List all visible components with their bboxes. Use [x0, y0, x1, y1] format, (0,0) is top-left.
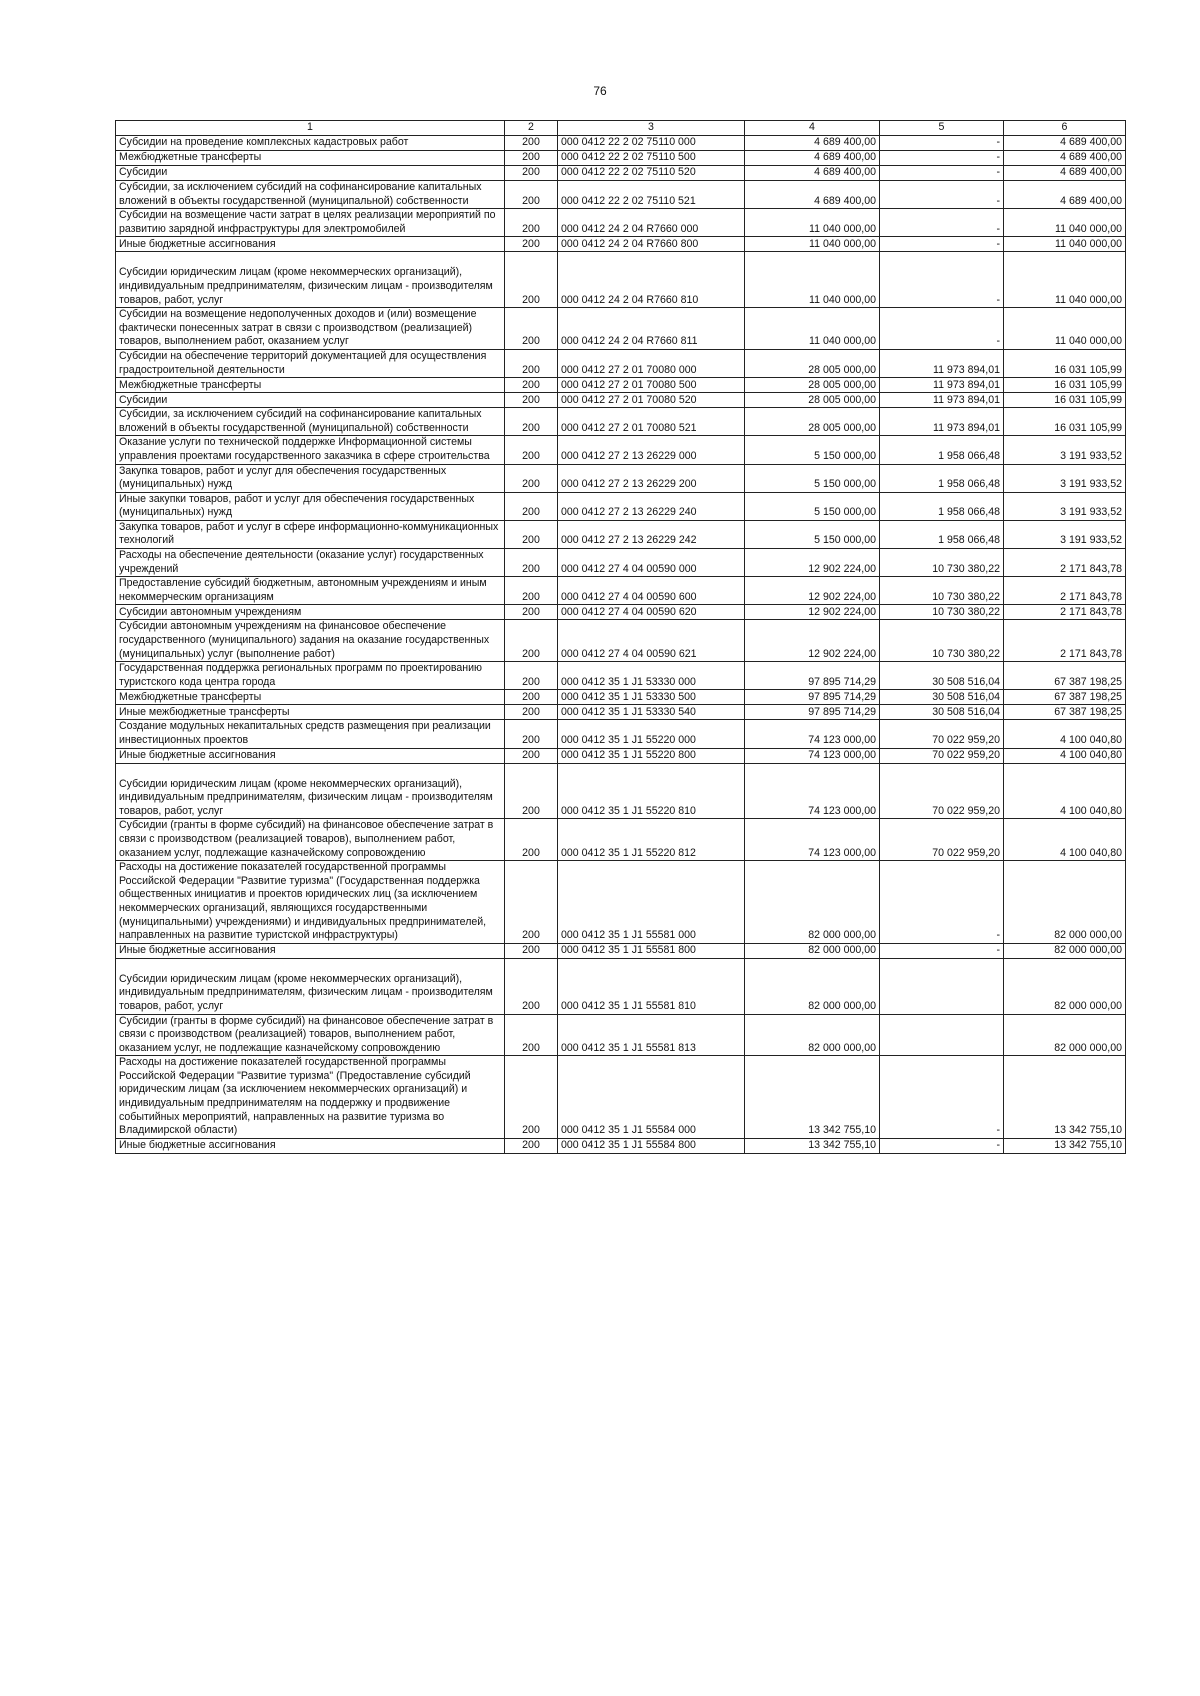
- row-code-cell: 200: [505, 151, 558, 166]
- row-remaining-amount-cell: 3 191 933,52: [1004, 436, 1126, 464]
- row-executed-amount-cell: 11 973 894,01: [880, 393, 1004, 408]
- row-code-cell: 200: [505, 763, 558, 819]
- row-approved-amount-cell: 11 040 000,00: [745, 209, 880, 237]
- row-code-cell: 200: [505, 690, 558, 705]
- row-classification-code-cell: 000 0412 22 2 02 75110 000: [558, 136, 745, 151]
- row-approved-amount-cell: 28 005 000,00: [745, 378, 880, 393]
- table-header: [116, 121, 1126, 136]
- row-code-cell: 200: [505, 605, 558, 620]
- header-col-3: 3: [558, 121, 745, 136]
- row-approved-amount-cell: 4 689 400,00: [745, 151, 880, 166]
- row-remaining-amount-cell: 11 040 000,00: [1004, 209, 1126, 237]
- row-executed-amount-cell: 10 730 380,22: [880, 549, 1004, 577]
- table-row: [116, 308, 1126, 350]
- row-approved-amount-cell: 74 123 000,00: [745, 819, 880, 861]
- table-row: [116, 720, 1126, 748]
- row-executed-amount-cell: 11 973 894,01: [880, 349, 1004, 377]
- row-name-cell: Иные бюджетные ассигнования: [116, 237, 505, 252]
- row-executed-amount-cell: -: [880, 252, 1004, 308]
- header-col-1: 1: [116, 121, 505, 136]
- row-remaining-amount-cell: 67 387 198,25: [1004, 662, 1126, 690]
- row-approved-amount-cell: 13 342 755,10: [745, 1138, 880, 1153]
- row-remaining-amount-cell: 4 689 400,00: [1004, 151, 1126, 166]
- row-executed-amount-cell: -: [880, 181, 1004, 209]
- header-col-4: 4: [745, 121, 880, 136]
- table-row: [116, 1056, 1126, 1139]
- row-remaining-amount-cell: 4 689 400,00: [1004, 136, 1126, 151]
- row-classification-code-cell: 000 0412 27 2 13 26229 240: [558, 492, 745, 520]
- table-row: [116, 520, 1126, 548]
- row-code-cell: 200: [505, 943, 558, 958]
- row-remaining-amount-cell: 11 040 000,00: [1004, 308, 1126, 350]
- row-classification-code-cell: 000 0412 35 1 J1 53330 540: [558, 705, 745, 720]
- row-classification-code-cell: 000 0412 35 1 J1 55220 810: [558, 763, 745, 819]
- row-name-cell: Закупка товаров, работ и услуг для обеспечения государственных (муниципальных) нужд: [116, 464, 505, 492]
- table-row: [116, 252, 1126, 308]
- row-code-cell: 200: [505, 181, 558, 209]
- table-row: [116, 181, 1126, 209]
- row-executed-amount-cell: 30 508 516,04: [880, 690, 1004, 705]
- page-number: 76: [593, 84, 607, 98]
- row-executed-amount-cell: 1 958 066,48: [880, 520, 1004, 548]
- table-row: [116, 705, 1126, 720]
- table-row: [116, 464, 1126, 492]
- row-remaining-amount-cell: 2 171 843,78: [1004, 620, 1126, 662]
- budget-table: [115, 120, 1126, 1154]
- row-remaining-amount-cell: 3 191 933,52: [1004, 464, 1126, 492]
- table-row: [116, 748, 1126, 763]
- row-code-cell: 200: [505, 577, 558, 605]
- table-row: [116, 549, 1126, 577]
- row-approved-amount-cell: 12 902 224,00: [745, 577, 880, 605]
- row-code-cell: 200: [505, 958, 558, 1014]
- row-classification-code-cell: 000 0412 35 1 J1 53330 500: [558, 690, 745, 705]
- row-classification-code-cell: 000 0412 35 1 J1 55581 813: [558, 1014, 745, 1056]
- row-name-cell: Субсидии (гранты в форме субсидий) на финансовое обеспечение затрат в связи с производством (реализацией товаров), выполнением работ, оказанием услуг, подлежащие казначейскому сопровождению: [116, 819, 505, 861]
- row-code-cell: 200: [505, 436, 558, 464]
- row-classification-code-cell: 000 0412 24 2 04 R7660 810: [558, 252, 745, 308]
- row-code-cell: 200: [505, 408, 558, 436]
- row-name-cell: Субсидии юридическим лицам (кроме некоммерческих организаций), индивидуальным предпринимателям, физическим лицам - производителям товаров, работ, услуг: [116, 763, 505, 819]
- row-approved-amount-cell: 5 150 000,00: [745, 436, 880, 464]
- row-name-cell: Субсидии на возмещение части затрат в целях реализации мероприятий по развитию зарядной инфраструктуры для электромобилей: [116, 209, 505, 237]
- row-name-cell: Субсидии автономным учреждениям: [116, 605, 505, 620]
- row-approved-amount-cell: 12 902 224,00: [745, 605, 880, 620]
- row-approved-amount-cell: 97 895 714,29: [745, 690, 880, 705]
- row-approved-amount-cell: 4 689 400,00: [745, 181, 880, 209]
- row-name-cell: Иные бюджетные ассигнования: [116, 748, 505, 763]
- row-approved-amount-cell: 4 689 400,00: [745, 136, 880, 151]
- row-approved-amount-cell: 74 123 000,00: [745, 748, 880, 763]
- row-name-cell: Межбюджетные трансферты: [116, 690, 505, 705]
- table-row: [116, 378, 1126, 393]
- row-classification-code-cell: 000 0412 27 2 01 70080 520: [558, 393, 745, 408]
- row-approved-amount-cell: 12 902 224,00: [745, 620, 880, 662]
- row-remaining-amount-cell: 16 031 105,99: [1004, 408, 1126, 436]
- table-row: [116, 166, 1126, 181]
- row-name-cell: Субсидии на обеспечение территорий документацией для осуществления градостроительной деятельности: [116, 349, 505, 377]
- row-remaining-amount-cell: 3 191 933,52: [1004, 492, 1126, 520]
- table-row: [116, 349, 1126, 377]
- row-approved-amount-cell: 74 123 000,00: [745, 763, 880, 819]
- table-row: [116, 151, 1126, 166]
- table-row: [116, 1014, 1126, 1056]
- row-approved-amount-cell: 11 040 000,00: [745, 308, 880, 350]
- row-executed-amount-cell: 11 973 894,01: [880, 408, 1004, 436]
- row-executed-amount-cell: -: [880, 237, 1004, 252]
- row-remaining-amount-cell: 2 171 843,78: [1004, 549, 1126, 577]
- row-approved-amount-cell: 28 005 000,00: [745, 349, 880, 377]
- row-code-cell: 200: [505, 378, 558, 393]
- row-remaining-amount-cell: 4 689 400,00: [1004, 166, 1126, 181]
- row-remaining-amount-cell: 4 100 040,80: [1004, 763, 1126, 819]
- row-name-cell: Межбюджетные трансферты: [116, 151, 505, 166]
- table-row: [116, 763, 1126, 819]
- row-approved-amount-cell: 4 689 400,00: [745, 166, 880, 181]
- row-remaining-amount-cell: 13 342 755,10: [1004, 1056, 1126, 1139]
- row-remaining-amount-cell: 82 000 000,00: [1004, 943, 1126, 958]
- table-row: [116, 237, 1126, 252]
- row-classification-code-cell: 000 0412 27 4 04 00590 621: [558, 620, 745, 662]
- table-row: [116, 393, 1126, 408]
- row-code-cell: 200: [505, 520, 558, 548]
- row-approved-amount-cell: 11 040 000,00: [745, 252, 880, 308]
- row-executed-amount-cell: 30 508 516,04: [880, 662, 1004, 690]
- row-name-cell: Субсидии: [116, 166, 505, 181]
- row-approved-amount-cell: 11 040 000,00: [745, 237, 880, 252]
- row-classification-code-cell: 000 0412 27 2 13 26229 000: [558, 436, 745, 464]
- row-executed-amount-cell: -: [880, 1056, 1004, 1139]
- row-name-cell: Расходы на обеспечение деятельности (оказание услуг) государственных учреждений: [116, 549, 505, 577]
- row-executed-amount-cell: -: [880, 151, 1004, 166]
- row-executed-amount-cell: -: [880, 1138, 1004, 1153]
- row-name-cell: Оказание услуги по технической поддержке Информационной системы управления проектами государственного заказчика в сфере строительства: [116, 436, 505, 464]
- row-approved-amount-cell: 82 000 000,00: [745, 861, 880, 944]
- table-row: [116, 492, 1126, 520]
- row-remaining-amount-cell: 4 100 040,80: [1004, 720, 1126, 748]
- row-remaining-amount-cell: 11 040 000,00: [1004, 252, 1126, 308]
- row-remaining-amount-cell: 82 000 000,00: [1004, 958, 1126, 1014]
- row-name-cell: Расходы на достижение показателей государственной программы Российской Федерации "Развитие туризма" (Государственная поддержка общественных инициатив и проектов юридических лиц (за исключением некоммерческих организаций, являющихся государственными (муниципальными) учреждениями) и индивидуальных предпринимателей, направленных на развитие туристской инфраструктуры): [116, 861, 505, 944]
- header-col-5: 5: [880, 121, 1004, 136]
- row-code-cell: 200: [505, 464, 558, 492]
- row-executed-amount-cell: 10 730 380,22: [880, 577, 1004, 605]
- row-remaining-amount-cell: 82 000 000,00: [1004, 1014, 1126, 1056]
- row-remaining-amount-cell: 16 031 105,99: [1004, 393, 1126, 408]
- row-remaining-amount-cell: 16 031 105,99: [1004, 349, 1126, 377]
- table-row: [116, 819, 1126, 861]
- row-approved-amount-cell: 28 005 000,00: [745, 408, 880, 436]
- row-remaining-amount-cell: 11 040 000,00: [1004, 237, 1126, 252]
- row-remaining-amount-cell: 16 031 105,99: [1004, 378, 1126, 393]
- row-name-cell: Расходы на достижение показателей государственной программы Российской Федерации "Развитие туризма" (Предоставление субсидий юридическим лицам (за исключением некоммерческих организаций) и индивидуальным предпринимателям на поддержку и продвижение событийных мероприятий, направленных на развитие туризма во Владимирской области): [116, 1056, 505, 1139]
- table-row: [116, 861, 1126, 944]
- row-classification-code-cell: 000 0412 27 4 04 00590 600: [558, 577, 745, 605]
- row-classification-code-cell: 000 0412 27 4 04 00590 620: [558, 605, 745, 620]
- row-code-cell: 200: [505, 252, 558, 308]
- row-executed-amount-cell: [880, 1014, 1004, 1056]
- table-row: [116, 690, 1126, 705]
- row-executed-amount-cell: -: [880, 861, 1004, 944]
- row-remaining-amount-cell: 4 689 400,00: [1004, 181, 1126, 209]
- row-executed-amount-cell: 11 973 894,01: [880, 378, 1004, 393]
- table-row: [116, 577, 1126, 605]
- row-executed-amount-cell: 70 022 959,20: [880, 720, 1004, 748]
- header-col-2: 2: [505, 121, 558, 136]
- row-code-cell: 200: [505, 237, 558, 252]
- row-approved-amount-cell: 97 895 714,29: [745, 662, 880, 690]
- row-code-cell: 200: [505, 662, 558, 690]
- row-classification-code-cell: 000 0412 24 2 04 R7660 000: [558, 209, 745, 237]
- row-executed-amount-cell: -: [880, 943, 1004, 958]
- row-approved-amount-cell: 5 150 000,00: [745, 520, 880, 548]
- row-approved-amount-cell: 82 000 000,00: [745, 943, 880, 958]
- table-row: [116, 943, 1126, 958]
- row-code-cell: 200: [505, 861, 558, 944]
- row-executed-amount-cell: -: [880, 209, 1004, 237]
- row-name-cell: Субсидии: [116, 393, 505, 408]
- table-row: [116, 958, 1126, 1014]
- row-name-cell: Субсидии юридическим лицам (кроме некоммерческих организаций), индивидуальным предпринимателям, физическим лицам - производителям товаров, работ, услуг: [116, 958, 505, 1014]
- row-code-cell: 200: [505, 549, 558, 577]
- row-approved-amount-cell: 97 895 714,29: [745, 705, 880, 720]
- table-row: [116, 605, 1126, 620]
- row-remaining-amount-cell: 67 387 198,25: [1004, 690, 1126, 705]
- row-classification-code-cell: 000 0412 27 2 01 70080 000: [558, 349, 745, 377]
- table-row: [116, 136, 1126, 151]
- row-code-cell: 200: [505, 349, 558, 377]
- row-name-cell: Субсидии юридическим лицам (кроме некоммерческих организаций), индивидуальным предпринимателям, физическим лицам - производителям товаров, работ, услуг: [116, 252, 505, 308]
- row-name-cell: Иные бюджетные ассигнования: [116, 1138, 505, 1153]
- row-approved-amount-cell: 82 000 000,00: [745, 958, 880, 1014]
- row-executed-amount-cell: -: [880, 136, 1004, 151]
- row-code-cell: 200: [505, 136, 558, 151]
- row-executed-amount-cell: 70 022 959,20: [880, 763, 1004, 819]
- row-classification-code-cell: 000 0412 35 1 J1 55581 800: [558, 943, 745, 958]
- row-classification-code-cell: 000 0412 27 2 01 70080 521: [558, 408, 745, 436]
- table-body: [116, 136, 1126, 1154]
- row-name-cell: Государственная поддержка региональных программ по проектированию туристского кода центра города: [116, 662, 505, 690]
- row-classification-code-cell: 000 0412 35 1 J1 55581 000: [558, 861, 745, 944]
- row-classification-code-cell: 000 0412 35 1 J1 55220 000: [558, 720, 745, 748]
- header-row: [116, 121, 1126, 136]
- table-row: [116, 620, 1126, 662]
- row-name-cell: Субсидии (гранты в форме субсидий) на финансовое обеспечение затрат в связи с производством (реализацией) товаров, выполнением работ, оказанием услуг, не подлежащие казначейскому сопровождению: [116, 1014, 505, 1056]
- row-classification-code-cell: 000 0412 35 1 J1 55584 000: [558, 1056, 745, 1139]
- row-name-cell: Субсидии, за исключением субсидий на софинансирование капитальных вложений в объекты государственной (муниципальной) собственности: [116, 181, 505, 209]
- row-name-cell: Субсидии автономным учреждениям на финансовое обеспечение государственного (муниципального) задания на оказание государственных (муниципальных) услуг (выполнение работ): [116, 620, 505, 662]
- row-code-cell: 200: [505, 1014, 558, 1056]
- row-classification-code-cell: 000 0412 27 2 13 26229 200: [558, 464, 745, 492]
- row-name-cell: Закупка товаров, работ и услуг в сфере информационно-коммуникационных технологий: [116, 520, 505, 548]
- row-approved-amount-cell: 13 342 755,10: [745, 1056, 880, 1139]
- row-approved-amount-cell: 28 005 000,00: [745, 393, 880, 408]
- table-row: [116, 662, 1126, 690]
- header-col-6: 6: [1004, 121, 1126, 136]
- row-name-cell: Иные межбюджетные трансферты: [116, 705, 505, 720]
- row-code-cell: 200: [505, 620, 558, 662]
- row-code-cell: 200: [505, 720, 558, 748]
- row-code-cell: 200: [505, 166, 558, 181]
- row-executed-amount-cell: 10 730 380,22: [880, 605, 1004, 620]
- row-name-cell: Иные бюджетные ассигнования: [116, 943, 505, 958]
- row-name-cell: Предоставление субсидий бюджетным, автономным учреждениям и иным некоммерческим организациям: [116, 577, 505, 605]
- row-classification-code-cell: 000 0412 35 1 J1 55581 810: [558, 958, 745, 1014]
- table-row: [116, 1138, 1126, 1153]
- row-code-cell: 200: [505, 748, 558, 763]
- row-name-cell: Субсидии на возмещение недополученных доходов и (или) возмещение фактически понесенных затрат в связи с производством (реализацией) товаров, выполнением работ, оказанием услуг: [116, 308, 505, 350]
- row-name-cell: Межбюджетные трансферты: [116, 378, 505, 393]
- row-remaining-amount-cell: 67 387 198,25: [1004, 705, 1126, 720]
- row-code-cell: 200: [505, 308, 558, 350]
- table-row: [116, 408, 1126, 436]
- row-remaining-amount-cell: 82 000 000,00: [1004, 861, 1126, 944]
- row-remaining-amount-cell: 13 342 755,10: [1004, 1138, 1126, 1153]
- row-executed-amount-cell: [880, 958, 1004, 1014]
- row-remaining-amount-cell: 2 171 843,78: [1004, 577, 1126, 605]
- table-row: [116, 436, 1126, 464]
- row-remaining-amount-cell: 4 100 040,80: [1004, 748, 1126, 763]
- row-code-cell: 200: [505, 492, 558, 520]
- row-code-cell: 200: [505, 1138, 558, 1153]
- row-approved-amount-cell: 74 123 000,00: [745, 720, 880, 748]
- row-classification-code-cell: 000 0412 35 1 J1 55584 800: [558, 1138, 745, 1153]
- row-code-cell: 200: [505, 209, 558, 237]
- row-approved-amount-cell: 5 150 000,00: [745, 492, 880, 520]
- row-name-cell: Создание модульных некапитальных средств размещения при реализации инвестиционных проектов: [116, 720, 505, 748]
- row-classification-code-cell: 000 0412 27 2 13 26229 242: [558, 520, 745, 548]
- row-executed-amount-cell: -: [880, 166, 1004, 181]
- row-code-cell: 200: [505, 705, 558, 720]
- row-executed-amount-cell: 30 508 516,04: [880, 705, 1004, 720]
- row-name-cell: Иные закупки товаров, работ и услуг для обеспечения государственных (муниципальных) нужд: [116, 492, 505, 520]
- row-approved-amount-cell: 12 902 224,00: [745, 549, 880, 577]
- row-classification-code-cell: 000 0412 22 2 02 75110 520: [558, 166, 745, 181]
- row-code-cell: 200: [505, 1056, 558, 1139]
- row-approved-amount-cell: 82 000 000,00: [745, 1014, 880, 1056]
- table-row: [116, 209, 1126, 237]
- row-classification-code-cell: 000 0412 35 1 J1 55220 800: [558, 748, 745, 763]
- row-name-cell: Субсидии, за исключением субсидий на софинансирование капитальных вложений в объекты государственной (муниципальной) собственности: [116, 408, 505, 436]
- row-classification-code-cell: 000 0412 22 2 02 75110 500: [558, 151, 745, 166]
- row-classification-code-cell: 000 0412 24 2 04 R7660 811: [558, 308, 745, 350]
- row-classification-code-cell: 000 0412 27 2 01 70080 500: [558, 378, 745, 393]
- row-classification-code-cell: 000 0412 35 1 J1 53330 000: [558, 662, 745, 690]
- row-executed-amount-cell: -: [880, 308, 1004, 350]
- row-remaining-amount-cell: 3 191 933,52: [1004, 520, 1126, 548]
- row-code-cell: 200: [505, 393, 558, 408]
- row-classification-code-cell: 000 0412 24 2 04 R7660 800: [558, 237, 745, 252]
- row-executed-amount-cell: 70 022 959,20: [880, 819, 1004, 861]
- row-classification-code-cell: 000 0412 27 4 04 00590 000: [558, 549, 745, 577]
- row-remaining-amount-cell: 2 171 843,78: [1004, 605, 1126, 620]
- row-approved-amount-cell: 5 150 000,00: [745, 464, 880, 492]
- row-executed-amount-cell: 70 022 959,20: [880, 748, 1004, 763]
- row-executed-amount-cell: 1 958 066,48: [880, 492, 1004, 520]
- row-executed-amount-cell: 10 730 380,22: [880, 620, 1004, 662]
- row-executed-amount-cell: 1 958 066,48: [880, 436, 1004, 464]
- row-executed-amount-cell: 1 958 066,48: [880, 464, 1004, 492]
- row-remaining-amount-cell: 4 100 040,80: [1004, 819, 1126, 861]
- row-name-cell: Субсидии на проведение комплексных кадастровых работ: [116, 136, 505, 151]
- row-classification-code-cell: 000 0412 22 2 02 75110 521: [558, 181, 745, 209]
- row-classification-code-cell: 000 0412 35 1 J1 55220 812: [558, 819, 745, 861]
- row-code-cell: 200: [505, 819, 558, 861]
